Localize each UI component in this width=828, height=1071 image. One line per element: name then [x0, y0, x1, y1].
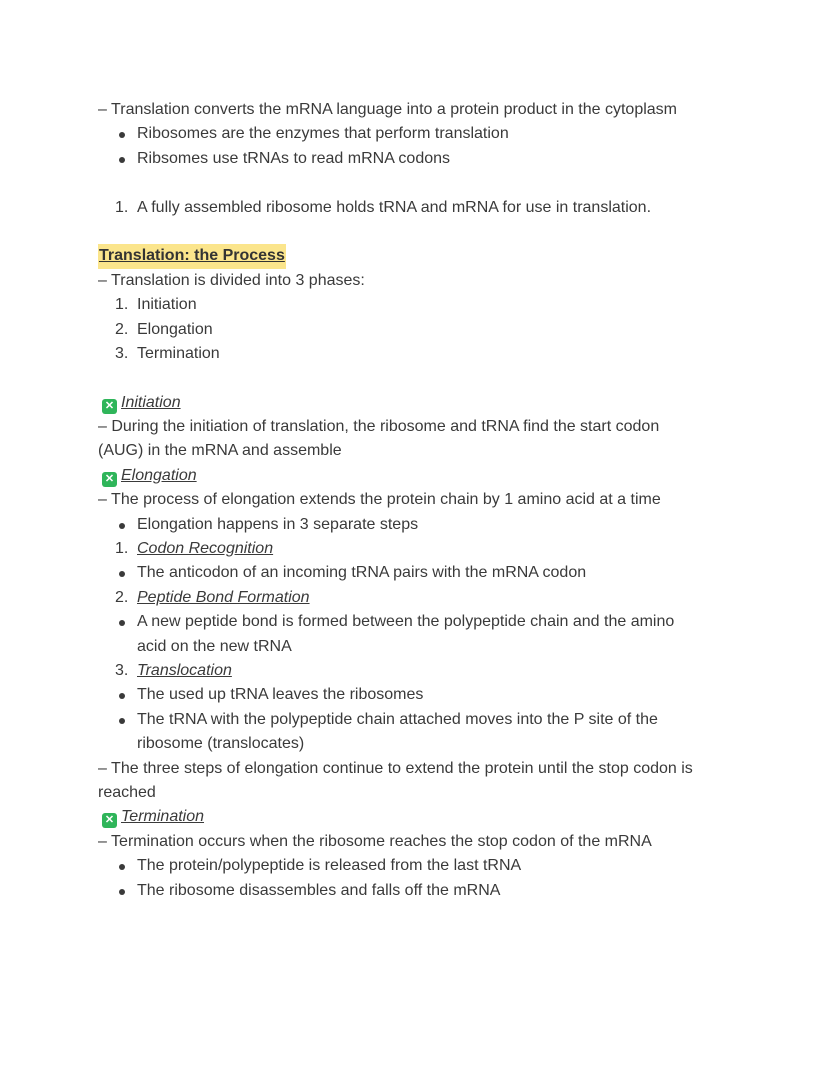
bullet-item: The tRNA with the polypeptide chain attached moves into the P site of the — [98, 708, 738, 732]
bullet-icon — [119, 157, 125, 163]
numbered-item: 3. Termination — [115, 344, 220, 362]
numbered-item: 3. Translocation — [115, 661, 232, 679]
numbered-item: 2. Peptide Bond Formation — [115, 588, 310, 606]
process-intro: – Translation is divided into 3 phases: — [98, 271, 365, 289]
bullet-item: The protein/polypeptide is released from the last tRNA — [98, 854, 738, 878]
bullet-item: The ribosome disassembles and falls off the mRNA — [98, 879, 738, 903]
bullet-item: The used up tRNA leaves the ribosomes — [98, 683, 738, 707]
paragraph: – The process of elongation extends the protein chain by 1 amino acid at a time — [98, 491, 661, 509]
bullet-icon — [119, 693, 125, 699]
bullet-icon — [119, 864, 125, 870]
initiation-title: ✕ Initiation — [98, 391, 738, 415]
bullet-icon — [119, 889, 125, 895]
bullet-continuation: ribosome (translocates) — [137, 735, 305, 753]
bullet-icon — [119, 523, 125, 529]
paragraph: – The three steps of elongation continue to extend the protein until the stop codon is — [98, 759, 693, 777]
bullet-icon — [119, 132, 125, 138]
x-mark-icon: ✕ — [102, 813, 117, 828]
numbered-item: 1. A fully assembled ribosome holds tRNA and mRNA for use in translation. — [115, 198, 652, 216]
x-mark-icon: ✕ — [102, 472, 117, 487]
numbered-item: 2. Elongation — [115, 320, 213, 338]
paragraph: (AUG) in the mRNA and assemble — [98, 442, 342, 460]
paragraph: reached — [98, 783, 156, 801]
bullet-item: A new peptide bond is formed between the polypeptide chain and the amino — [98, 610, 738, 634]
paragraph: – During the initiation of translation, the ribosome and tRNA find the start codon — [98, 418, 660, 436]
numbered-item: 1. Initiation — [115, 296, 197, 314]
x-mark-icon: ✕ — [102, 399, 117, 414]
bullet-icon — [119, 718, 125, 724]
bullet-icon — [119, 571, 125, 577]
intro-line: – Translation converts the mRNA language into a protein product in the cytoplasm — [98, 101, 677, 118]
elongation-title: ✕ Elongation — [98, 464, 738, 488]
bullet-item: Elongation happens in 3 separate steps — [98, 513, 738, 537]
bullet-item: Ribosomes are the enzymes that perform translation — [98, 122, 738, 146]
numbered-item: 1. Codon Recognition — [115, 540, 274, 558]
paragraph: – Termination occurs when the ribosome reaches the stop codon of the mRNA — [98, 832, 652, 850]
termination-title: ✕ Termination — [98, 805, 738, 829]
section-heading: Translation: the Process — [98, 244, 738, 268]
bullet-icon — [119, 620, 125, 626]
bullet-item: The anticodon of an incoming tRNA pairs with the mRNA codon — [98, 561, 738, 585]
bullet-item: Ribsomes use tRNAs to read mRNA codons — [98, 147, 738, 171]
document-page — [98, 98, 738, 903]
bullet-continuation: acid on the new tRNA — [137, 637, 292, 655]
